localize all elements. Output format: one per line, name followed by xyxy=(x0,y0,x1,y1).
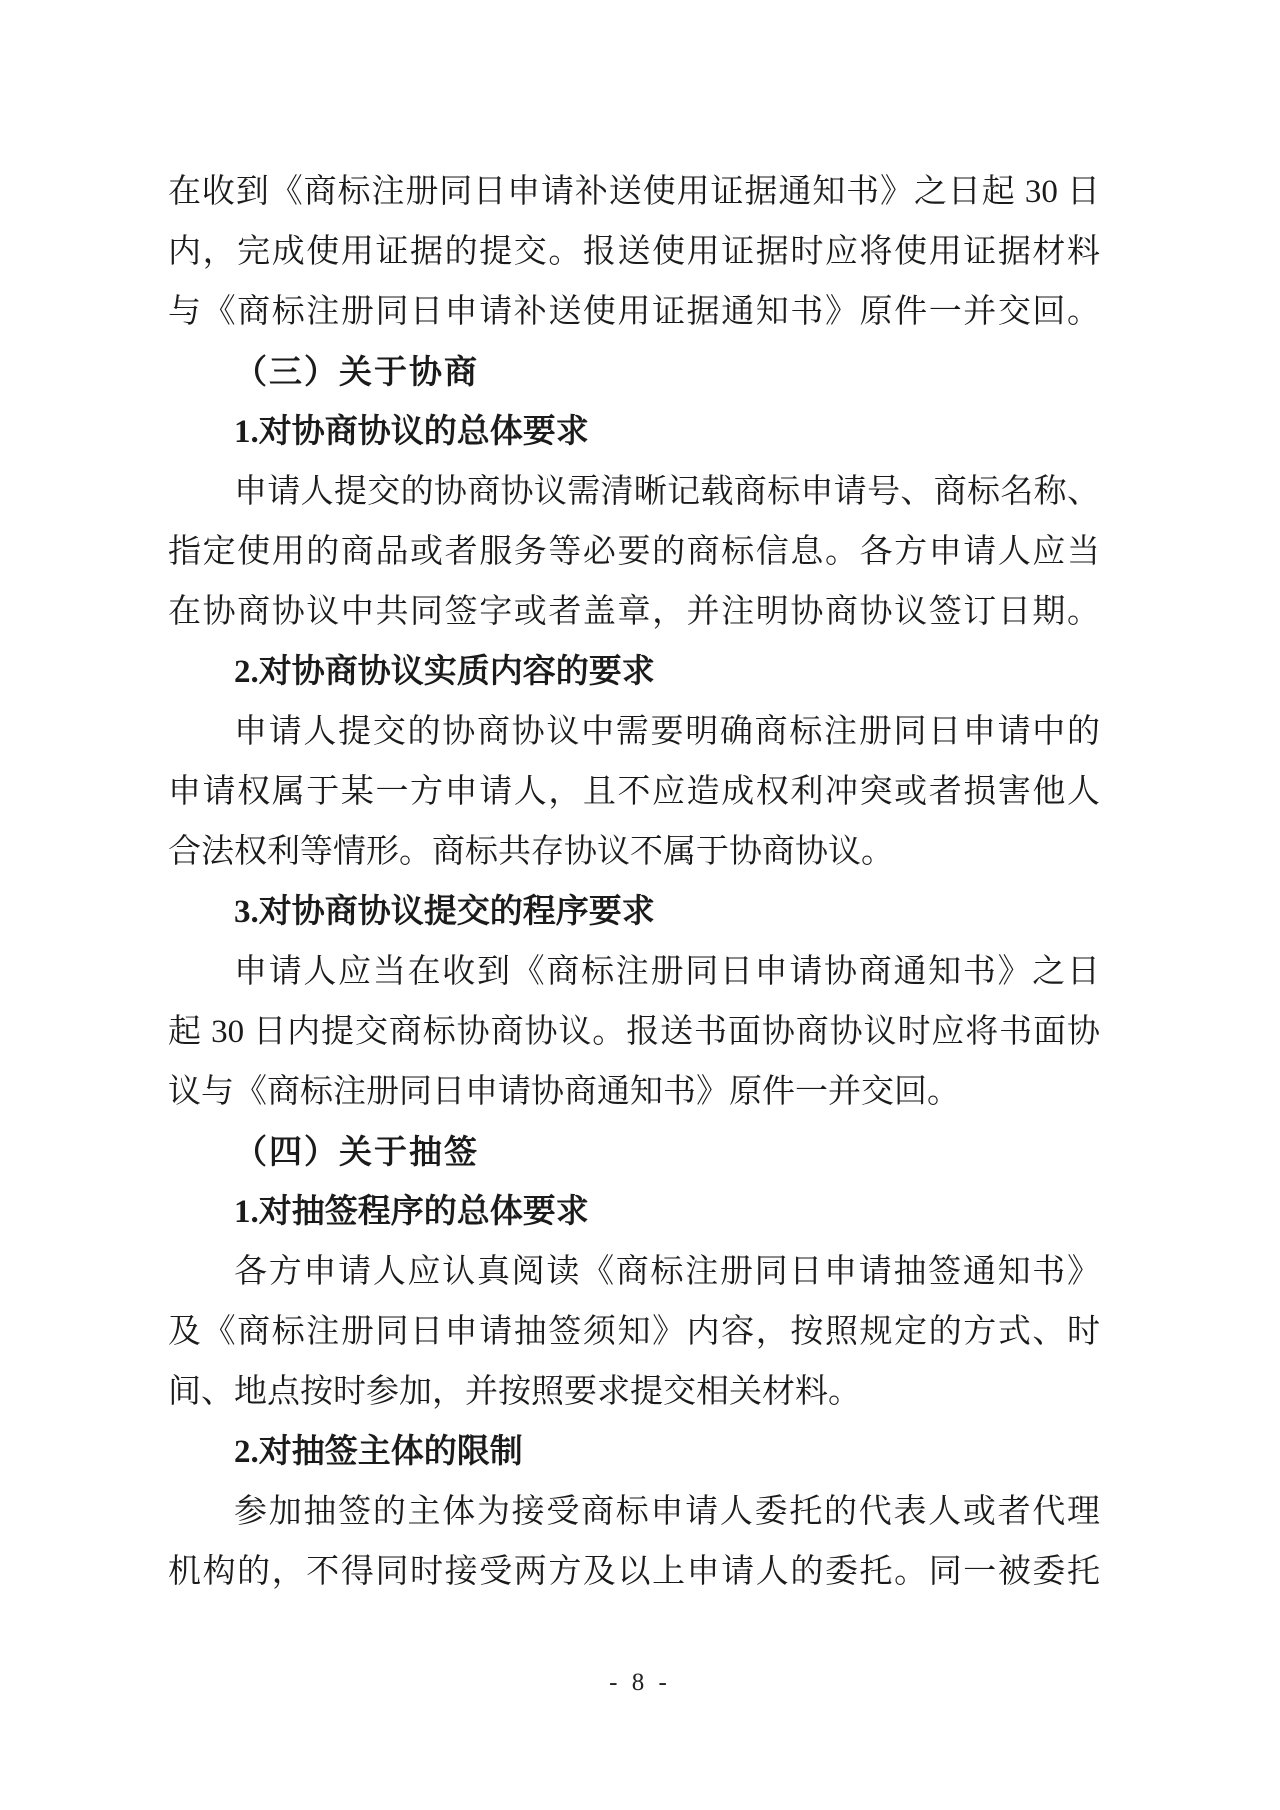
text-line: 申请人提交的协商协议需清晰记载商标申请号、商标名称、 xyxy=(234,474,1100,510)
text-line: 在收到《商标注册同日申请补送使用证据通知书》之日起 30 日 xyxy=(168,174,1100,210)
section-heading: （四）关于抽签 xyxy=(234,1133,479,1170)
section-heading: 1.对抽签程序的总体要求 xyxy=(234,1194,589,1230)
text-line: 与《商标注册同日申请补送使用证据通知书》原件一并交回。 xyxy=(168,294,1100,330)
section-heading: 3.对协商协议提交的程序要求 xyxy=(234,894,655,930)
text-line: 间、地点按时参加，并按照要求提交相关材料。 xyxy=(168,1374,861,1410)
document-content xyxy=(168,162,1100,1602)
section-heading: 1.对协商协议的总体要求 xyxy=(234,414,589,450)
text-line: 议与《商标注册同日申请协商通知书》原件一并交回。 xyxy=(168,1074,960,1110)
text-line: 在协商协议中共同签字或者盖章，并注明协商协议签订日期。 xyxy=(168,594,1100,630)
text-line: 起 30 日内提交商标协商协议。报送书面协商协议时应将书面协 xyxy=(168,1014,1100,1050)
text-line: 及《商标注册同日申请抽签须知》内容，按照规定的方式、时 xyxy=(168,1314,1100,1350)
text-line: 指定使用的商品或者服务等必要的商标信息。各方申请人应当 xyxy=(168,534,1100,570)
text-line: 参加抽签的主体为接受商标申请人委托的代表人或者代理 xyxy=(234,1494,1100,1530)
text-line: 机构的，不得同时接受两方及以上申请人的委托。同一被委托 xyxy=(168,1554,1100,1590)
section-heading: （三）关于协商 xyxy=(234,353,479,390)
text-line: 申请人提交的协商协议中需要明确商标注册同日申请中的 xyxy=(234,714,1100,750)
text-line: 申请权属于某一方申请人，且不应造成权利冲突或者损害他人 xyxy=(168,774,1100,810)
page-number: - 8 - xyxy=(609,1669,671,1696)
section-heading: 2.对抽签主体的限制 xyxy=(234,1434,523,1470)
text-line: 合法权利等情形。商标共存协议不属于协商协议。 xyxy=(168,834,894,870)
text-line: 内，完成使用证据的提交。报送使用证据时应将使用证据材料 xyxy=(168,234,1100,270)
text-line: 各方申请人应认真阅读《商标注册同日申请抽签通知书》 xyxy=(234,1254,1100,1290)
text-line: 申请人应当在收到《商标注册同日申请协商通知书》之日 xyxy=(234,954,1100,990)
section-heading: 2.对协商协议实质内容的要求 xyxy=(234,654,655,690)
